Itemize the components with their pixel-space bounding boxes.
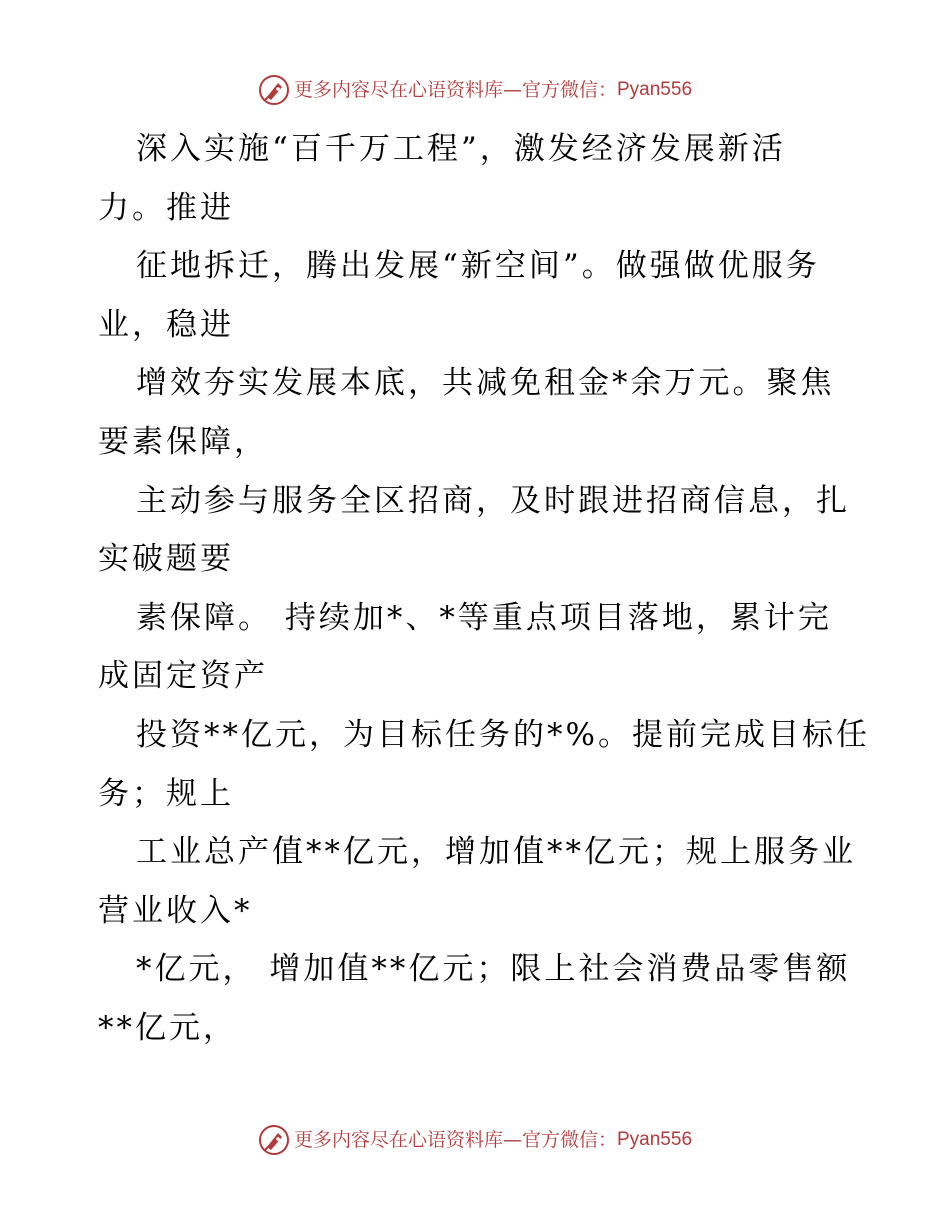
pen-nib-icon [258,74,290,106]
body-line: 营业收入* [98,892,253,929]
body-line: 实破题要 [98,541,234,578]
body-line: 投资**亿元，为目标任务的*%。提前完成目标任 [136,716,870,753]
body-line: 主动参与服务全区招商，及时跟进招商信息，扎 [136,482,850,519]
body-line: 要素保障， [98,423,268,460]
watermark-wechat-label: 官方微信： [521,79,617,101]
body-line: *亿元， 增加值**亿元；限上社会消费品零售额 [136,951,851,988]
body-line: 素保障。 持续加*、*等重点项目落地，累计完 [136,599,832,636]
body-line: 增效夯实发展本底，共减免租金*余万元。聚焦 [136,365,835,402]
body-line: 工业总产值**亿元，增加值**亿元；规上服务业 [136,834,856,871]
body-line: 成固定资产 [98,658,268,695]
footer-watermark-banner [0,1124,950,1156]
header-watermark-banner [0,74,950,106]
body-line: 征地拆迁，腾出发展“新空间”。做强做优服务 [136,248,820,285]
watermark-wechat-label: 官方微信： [521,1129,617,1151]
pen-nib-icon [258,1124,290,1156]
document-body [98,120,870,1058]
body-line: 力。推进 [98,189,234,226]
watermark-wechat-handle: Pyan556 [617,1129,693,1150]
watermark-dash: — [502,1129,522,1151]
watermark-text: 更多内容尽在心语资料库 [293,1129,503,1151]
body-line: **亿元， [98,1009,237,1046]
watermark-text: 更多内容尽在心语资料库 [293,79,503,101]
watermark-dash: — [502,79,522,101]
body-line: 深入实施“百千万工程”，激发经济发展新活 [136,131,786,167]
watermark-wechat-handle: Pyan556 [617,79,693,100]
body-line: 业，稳进 [98,306,234,343]
body-line: 务；规上 [98,775,234,812]
